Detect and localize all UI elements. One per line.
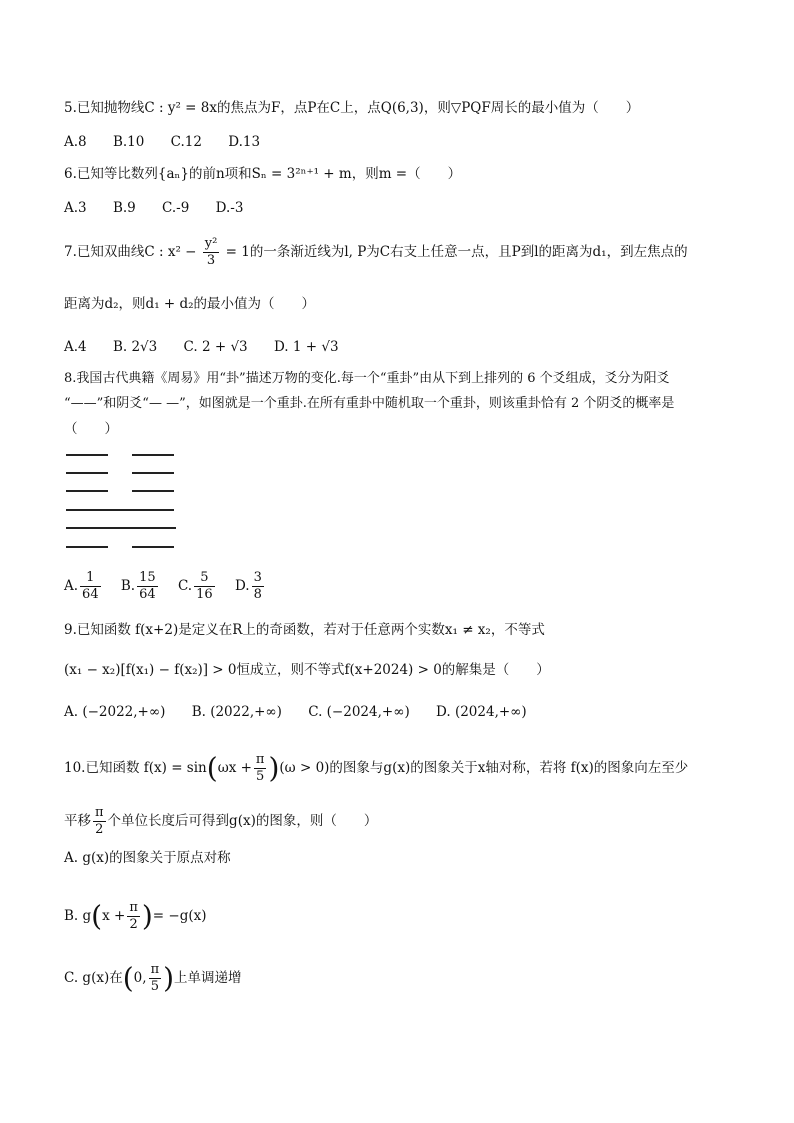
q10-optb-num: π [129, 900, 138, 915]
q10-open-paren: ( [206, 751, 218, 785]
question-6-stem: 6.已知等比数列{aₙ}的前n项和Sₙ = 3²ⁿ⁺¹ + m，则m =（ ） [64, 166, 462, 182]
hexagram-line-2-right [132, 472, 174, 474]
q10-optc-open-paren: ( [122, 961, 134, 995]
q9-option-b: B. (2022,+∞) [191, 704, 282, 720]
q7-frac-num: y² [204, 236, 218, 251]
q8-option-c-den: 16 [196, 587, 213, 602]
hexagram-line-2-left [66, 472, 108, 474]
question-7-stem-line1 [64, 236, 688, 269]
q10-close-paren: ) [268, 751, 280, 785]
q10-shift-num: π [95, 805, 104, 820]
q10-optc-paren: 0, [133, 970, 147, 986]
q10-option-b [64, 900, 207, 933]
question-5-options [64, 132, 282, 152]
q10-optc-num: π [150, 962, 160, 977]
q10-optb-open-paren: ( [91, 899, 103, 933]
q10-text-a: 10.已知函数 f(x) = sin [64, 760, 207, 776]
q10-paren-text: ωx + [217, 760, 252, 776]
hexagram-line-3-left [66, 490, 108, 492]
q8-option-b-den: 64 [139, 587, 156, 602]
q8-option-d-num: 3 [253, 570, 262, 585]
q8-option-a [64, 570, 107, 602]
q8-option-b-label: B. [120, 578, 136, 594]
q8-option-b [120, 570, 164, 602]
q10-optc-a: C. g(x)在 [64, 970, 123, 986]
q8-option-a-label: A. [64, 578, 79, 594]
question-6-options [64, 198, 265, 218]
q10-optc-close-paren: ) [163, 961, 175, 995]
hexagram-line-1-right [132, 454, 174, 456]
q10-pi-den: 5 [256, 769, 265, 784]
hexagram-line-6-left [66, 546, 108, 548]
question-7-stem-line2: 距离为d₂，则d₁ + d₂的最小值为（ ） [64, 296, 316, 312]
question-8-stem-line2: “——”和阴爻“— —”，如图就是一个重卦.在所有重卦中随机取一个重卦，则该重卦恰有 2 个阴爻的概率是 [64, 396, 675, 411]
question-7-options [64, 337, 361, 357]
question-8-stem-line3: （ ） [64, 421, 118, 437]
q7-text-a: 7.已知双曲线C : x² − [64, 244, 197, 260]
q7-frac-den: 3 [206, 253, 216, 268]
q10-optb-paren: x + [102, 908, 126, 924]
q10-optc-b: 上单调递增 [174, 970, 242, 986]
q10-optb-b: = −g(x) [152, 908, 207, 924]
hexagram-line-3-right [132, 490, 174, 492]
question-8-options [64, 570, 288, 603]
q6-option-d: D.-3 [215, 200, 244, 216]
q8-option-a-den: 64 [82, 587, 99, 602]
q5-option-d: D.13 [228, 134, 261, 150]
question-9-stem-line2: (x₁ − x₂)[f(x₁) − f(x₂)] > 0恒成立，则不等式f(x+2024) > 0的解集是（ ） [64, 662, 550, 678]
q8-option-c [177, 570, 221, 602]
q9-option-c: C. (−2024,+∞) [308, 704, 410, 720]
q10-text-b: (ω > 0)的图象与g(x)的图象关于x轴对称，若将 f(x)的图象向左至少 [279, 760, 689, 776]
q5-option-b: B.10 [112, 134, 145, 150]
q8-option-c-label: C. [177, 578, 193, 594]
hexagram-line-1-left [66, 454, 108, 456]
q10-optb-a: B. g [64, 908, 92, 924]
question-8-stem-line1: 8.我国古代典籍《周易》用“卦”描述万物的变化.每一个“重卦”由从下到上排列的 6 个爻组成，爻分为阳爻 [64, 371, 670, 386]
question-10-stem-line1 [64, 752, 688, 785]
q10-optb-den: 2 [129, 917, 138, 932]
q5-option-c: C.12 [170, 134, 202, 150]
question-5-stem: 5.已知抛物线C : y² = 8x的焦点为F，点P在C上，点Q(6,3)，则▽PQF周长的最小值为（ ） [64, 100, 640, 116]
q6-option-a: A.3 [64, 200, 87, 216]
q6-option-b: B.9 [112, 200, 136, 216]
q8-option-b-num: 15 [139, 570, 156, 585]
q7-option-a: A.4 [64, 339, 87, 355]
q10-line2-a: 平移 [64, 813, 91, 829]
q10-line2-b: 个单位长度后可得到g(x)的图象，则（ ） [107, 813, 378, 829]
q10-shift-den: 2 [95, 822, 104, 837]
q9-option-a: A. (−2022,+∞) [64, 704, 166, 720]
q7-text-b: = 1的一条渐近线为l, P为C右支上任意一点，且P到l的距离为d₁，到左焦点的 [225, 244, 688, 260]
question-10-stem-line2 [64, 805, 377, 838]
q8-option-a-num: 1 [80, 570, 101, 587]
hexagram-line-4 [66, 509, 174, 511]
q10-pi-num: π [255, 752, 265, 767]
question-9-stem-line1: 9.已知函数 f(x+2)是定义在R上的奇函数，若对于任意两个实数x₁ ≠ x₂，不等式 [64, 622, 545, 638]
q6-option-c: C.-9 [162, 200, 190, 216]
q5-option-a: A.8 [64, 134, 87, 150]
q10-option-c [64, 962, 242, 995]
q8-option-c-num: 5 [194, 570, 215, 587]
q7-option-c: C. 2 + √3 [183, 339, 248, 355]
q8-option-d-den: 8 [253, 587, 262, 602]
q8-option-d [234, 570, 266, 602]
hexagram-line-5 [66, 527, 176, 529]
q8-option-d-label: D. [234, 578, 250, 594]
hexagram-figure [66, 450, 176, 550]
q7-option-d: D. 1 + √3 [273, 339, 339, 355]
q10-option-a: A. g(x)的图象关于原点对称 [64, 850, 231, 866]
q10-optb-close-paren: ) [141, 899, 153, 933]
q7-option-b: B. 2√3 [112, 339, 158, 355]
q9-option-d: D. (2024,+∞) [436, 704, 527, 720]
q10-optc-den: 5 [150, 979, 159, 994]
hexagram-line-6-right [132, 546, 174, 548]
question-9-options [64, 702, 549, 722]
q7-fraction [203, 236, 220, 269]
